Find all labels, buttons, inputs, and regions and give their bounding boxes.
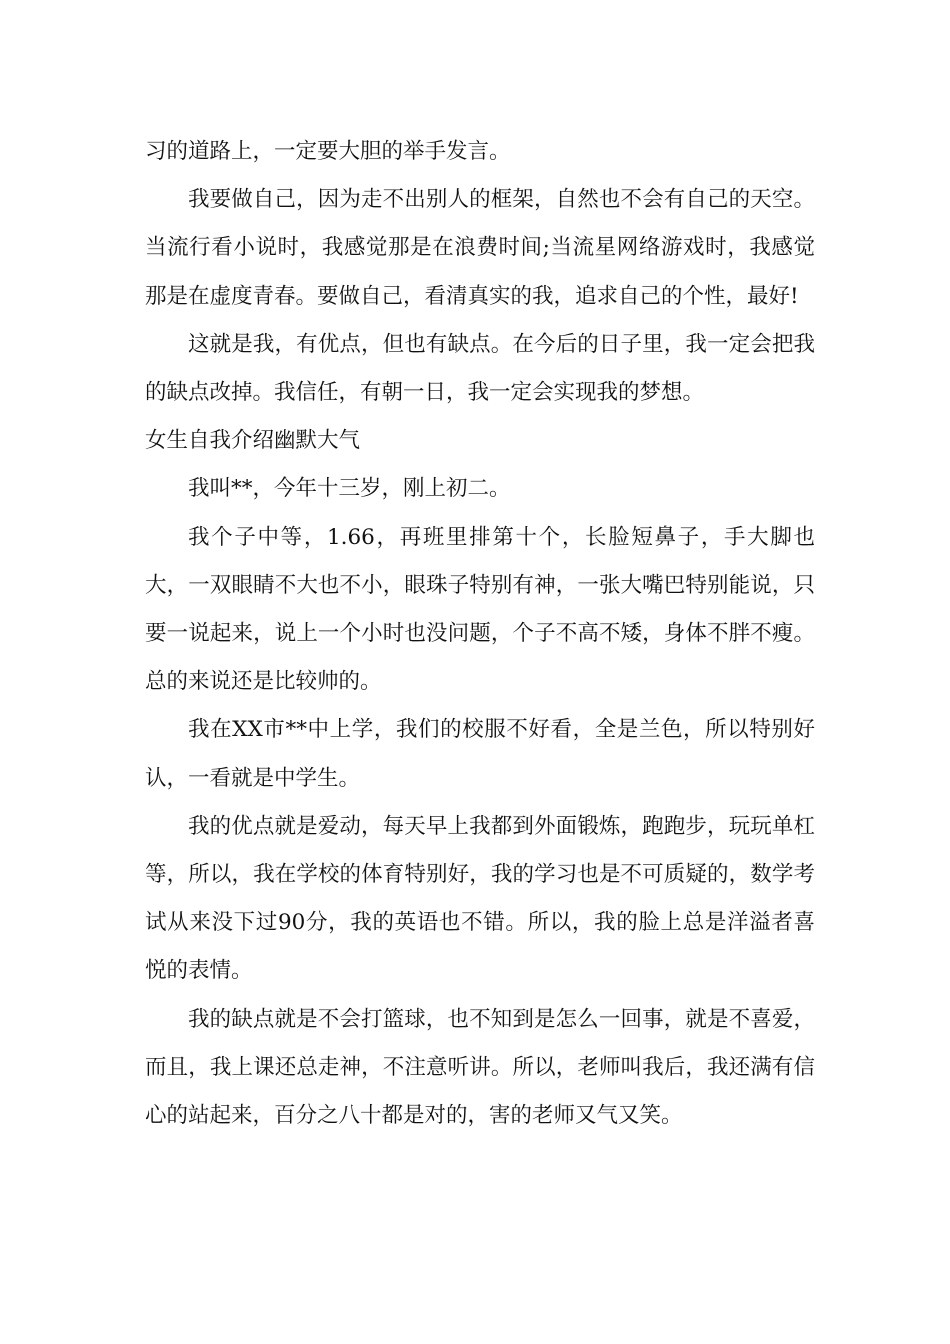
paragraph-appearance: 我个子中等，1.66，再班里排第十个，长脸短鼻子，手大脚也大，一双眼睛不大也不小，眼珠子特别有神，一张大嘴巴特别能说，只要一说起来，说上一个小时也没问题，个子不高不矮，身体不胖不瘦。总的来说还是比较帅的。: [145, 524, 815, 695]
paragraph-strengths: 我的优点就是爱动，每天早上我都到外面锻炼，跑跑步，玩玩单杠等，所以，我在学校的体育特别好，我的学习也是不可质疑的，数学考试从来没下过90分，我的英语也不错。所以，我的脸上总是洋溢者喜悦的表情。: [145, 813, 815, 984]
paragraph-weaknesses: 我的缺点就是不会打篮球，也不知到是怎么一回事，就是不喜爱，而且，我上课还总走神，不注意听讲。所以，老师叫我后，我还满有信心的站起来，百分之八十都是对的，害的老师又气又笑。: [145, 1006, 815, 1129]
paragraph-strengths-weaknesses: 这就是我，有优点，但也有缺点。在今后的日子里，我一定会把我的缺点改掉。我信任，有朝一日，我一定会实现我的梦想。: [145, 331, 815, 406]
document-body: [145, 128, 815, 1140]
paragraph-be-yourself: 我要做自己，因为走不出别人的框架，自然也不会有自己的天空。当流行看小说时，我感觉那是在浪费时间;当流星网络游戏时，我感觉那是在虚度青春。要做自己，看清真实的我，追求自己的个性，最好!: [145, 187, 815, 309]
paragraph-name-age: 我叫**，今年十三岁，刚上初二。: [188, 476, 511, 502]
paragraph-continuation: 习的道路上，一定要大胆的举手发言。: [145, 139, 511, 164]
section-heading: 女生自我介绍幽默大气: [145, 428, 361, 454]
paragraph-school: 我在XX市**中上学，我们的校服不好看，全是兰色，所以特别好认，一看就是中学生。: [145, 717, 815, 791]
